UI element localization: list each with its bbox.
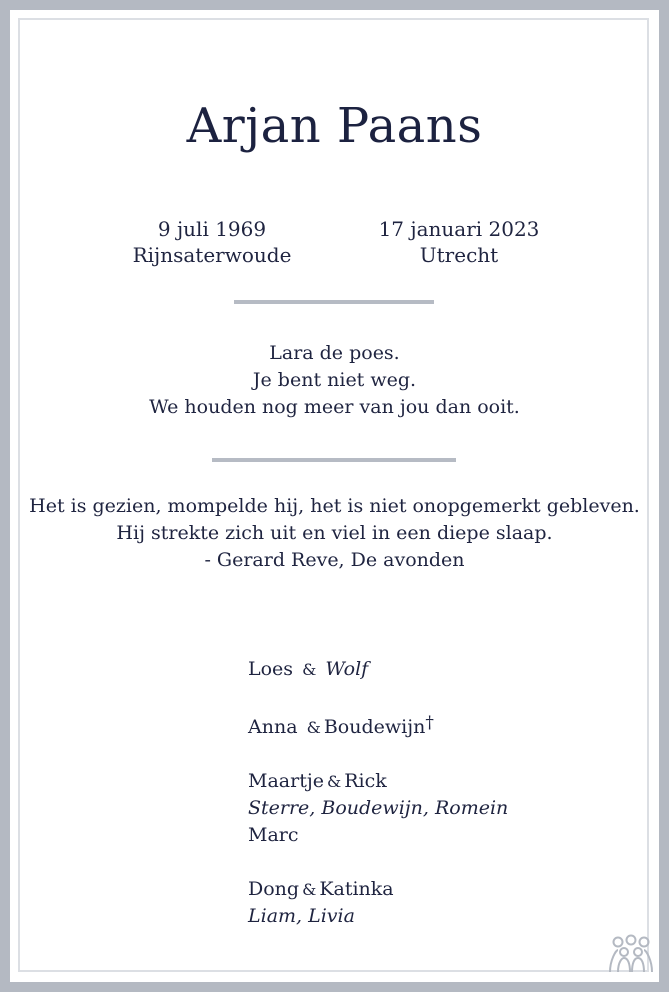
people-group-icon: [606, 934, 656, 974]
family-names: [248, 876, 608, 903]
death-place: Utrecht: [419, 243, 499, 267]
family-group: [248, 768, 608, 849]
quote: [0, 493, 669, 574]
divider-2: [212, 458, 456, 462]
quote-attribution: - Gerard Reve, De avonden: [204, 549, 465, 571]
ampersand: &: [302, 880, 317, 899]
family-names: [248, 656, 608, 683]
birth-date: 9 juli 1969: [157, 217, 267, 241]
family-names: [248, 768, 608, 795]
family-name: Rick: [344, 770, 387, 792]
family-name: Wolf: [325, 658, 369, 680]
family-group: [248, 710, 608, 741]
deceased-name: Arjan Paans: [186, 98, 483, 154]
poem-line: We houden nog meer van jou dan ooit.: [149, 396, 520, 418]
poem-line: Lara de poes.: [269, 342, 400, 364]
family-names: Marc: [248, 824, 299, 846]
family-group: [248, 876, 608, 930]
ampersand: &: [302, 660, 317, 679]
ampersand: &: [326, 772, 342, 791]
ampersand: &: [306, 718, 321, 737]
death-block: [368, 216, 550, 268]
family-children: Sterre, Boudewijn, Romein: [248, 797, 509, 819]
family-list: [248, 656, 608, 957]
family-name: Anna: [248, 716, 298, 738]
family-children: Liam, Livia: [248, 905, 355, 927]
family-name: Loes: [248, 658, 294, 680]
family-names: [248, 710, 608, 741]
quote-line: Het is gezien, mompelde hij, het is niet onopgemerkt gebleven.: [29, 495, 640, 517]
quote-line: Hij strekte zich uit en viel in een diepe slaap.: [116, 522, 553, 544]
family-name: Maartje: [248, 770, 324, 792]
family-name: Katinka: [319, 878, 394, 900]
death-date: 17 januari 2023: [378, 217, 540, 241]
family-name: Dong: [248, 878, 300, 900]
poem-line: Je bent niet weg.: [252, 369, 417, 391]
family-name: Boudewijn: [323, 716, 426, 738]
divider-1: [234, 300, 434, 304]
family-group: [248, 656, 608, 683]
deceased-cross-icon: †: [425, 713, 434, 733]
poem: [0, 340, 669, 421]
birth-block: [120, 216, 304, 268]
birth-place: Rijnsaterwoude: [132, 243, 292, 267]
